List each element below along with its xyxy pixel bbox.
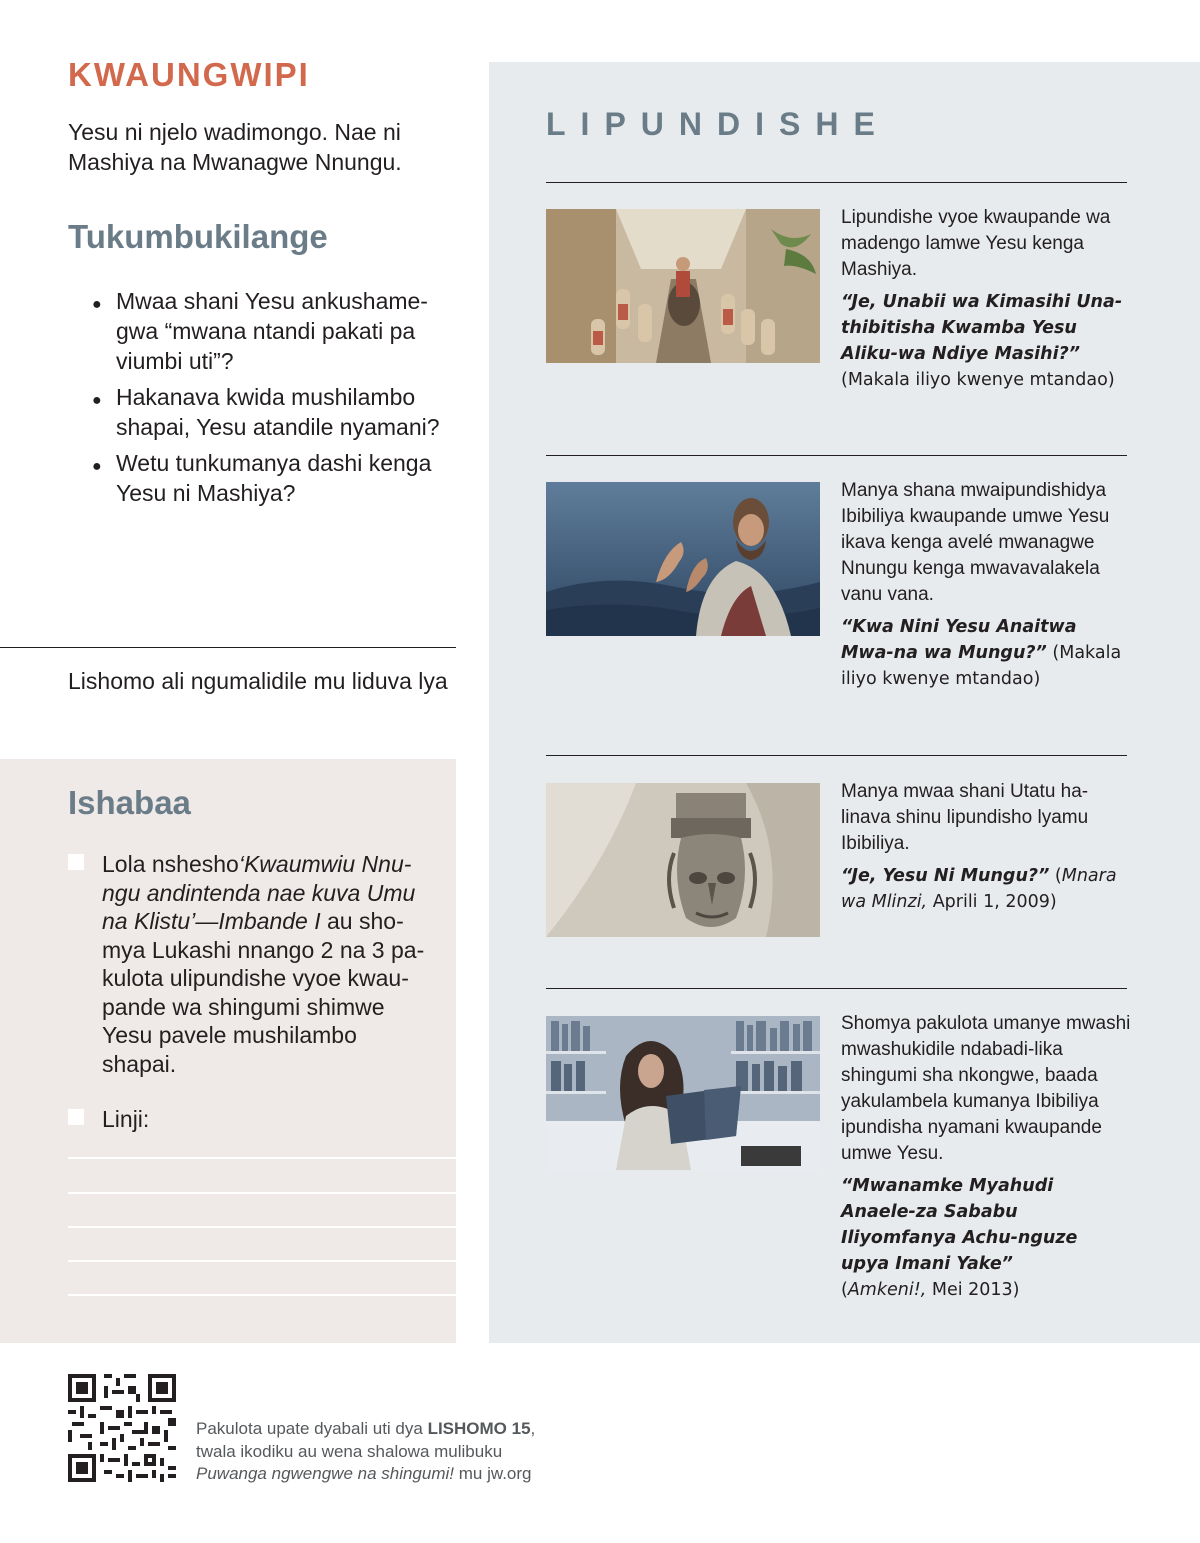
website-link[interactable]: mu jw.org: [454, 1464, 532, 1483]
research-description: Manya shana mwaipundishidya Ibibiliya kwaupande umwe Yesu ikava kenga avelé mwanagwe Nnungu kenga mwavavalakela vanu vana.: [841, 480, 1110, 605]
left-divider: [0, 647, 456, 648]
research-image-trinity-carving[interactable]: [546, 783, 820, 937]
bullet-icon: ●: [92, 458, 102, 475]
review-questions: [92, 286, 462, 514]
review-question: ● Hakanava kwida mushilambo shapai, Yesu atandile nyamani?: [92, 384, 440, 440]
write-line[interactable]: [68, 1294, 456, 1296]
research-entry: [841, 205, 1131, 393]
research-reference[interactable]: “Je, Unabii wa Kimasihi Una-thibitisha Kwamba Yesu Aliku-wa Ndiye Masihi?” (Makala iliyo kwenye mtandao): [841, 292, 1123, 390]
research-description: Lipundishe vyoe kwaupande wa madengo lamwe Yesu kenga Mashiya.: [841, 207, 1111, 280]
review-question: ● Mwaa shani Yesu ankushame-gwa “mwana ntandi pakati pa viumbi uti”?: [92, 288, 428, 374]
write-line[interactable]: [68, 1157, 456, 1159]
research-image-triumphal-entry[interactable]: [546, 209, 820, 363]
research-reference[interactable]: “Je, Yesu Ni Mungu?” (Mnara wa Mlinzi, Aprili 1, 2009): [841, 866, 1117, 912]
qr-code-icon[interactable]: [68, 1374, 176, 1482]
finished-date-label: Lishomo ali ngumalidile mu liduva lya: [68, 668, 448, 694]
research-image-woman-reading[interactable]: [546, 1016, 820, 1170]
research-divider: [546, 455, 1127, 456]
write-line[interactable]: [68, 1260, 456, 1262]
bullet-icon: ●: [92, 392, 102, 409]
research-reference[interactable]: “Mwanamke Myahudi Anaele-za Sababu Iliyomfanya Achu-nguze upya Imani Yake” (Amkeni!, Mei 2013): [841, 1176, 1078, 1300]
research-entry: [841, 779, 1131, 915]
research-entry: [841, 1011, 1131, 1303]
review-heading: Tukumbukilange: [68, 218, 328, 255]
task-text: Lola nshesho‘Kwaumwiu Nnu-ngu andintenda nae kuva Umu na Klistu’—Imbande I au sho-mya Lukashi nnango 2 na 3 pa-kulota ulipundishe vyoe kwau-pande wa shingumi shimwe Yesu pavele mushilambo shapai.: [102, 851, 425, 1077]
footer-note: Pakulota upate dyabali uti dya LISHOMO 15, twala ikodiku au wena shalowa mulibuku Puwanga ngwengwe na shingumi! mu jw.org: [196, 1419, 536, 1483]
checkbox[interactable]: [68, 854, 84, 870]
research-divider: [546, 988, 1127, 989]
research-divider: [546, 755, 1127, 756]
task-item: [68, 850, 428, 1090]
write-line[interactable]: [68, 1226, 456, 1228]
task-text: Linji:: [102, 1106, 150, 1132]
review-question: ● Wetu tunkumanya dashi kenga Yesu ni Mashiya?: [92, 450, 432, 506]
checkbox[interactable]: [68, 1109, 84, 1125]
write-line[interactable]: [68, 1192, 456, 1194]
research-description: Manya mwaa shani Utatu ha-linava shinu lipundisho lyamu Ibibiliya.: [841, 781, 1089, 854]
research-divider: [546, 182, 1127, 183]
research-description: Shomya pakulota umanye mwashi mwashukidile ndabadi-lika shingumi sha nkongwe, baada yakulambela kumanya Ibibiliya ipundisha nyamani kwaupande umwe Yesu.: [841, 1013, 1131, 1164]
section-kicker: KWAUNGWIPI: [68, 56, 310, 93]
research-image-jesus-praying[interactable]: [546, 482, 820, 636]
research-heading: LIPUNDISHE: [546, 106, 890, 142]
ishabaa-heading: Ishabaa: [68, 784, 191, 821]
task-item: [68, 1105, 428, 1135]
bullet-icon: ●: [92, 296, 102, 313]
research-entry: [841, 478, 1131, 692]
summary-text: Yesu ni njelo wadimongo. Nae ni Mashiya na Mwanagwe Nnungu.: [68, 119, 402, 175]
research-reference[interactable]: “Kwa Nini Yesu Anaitwa Mwa-na wa Mungu?” (Makala iliyo kwenye mtandao): [841, 617, 1122, 689]
